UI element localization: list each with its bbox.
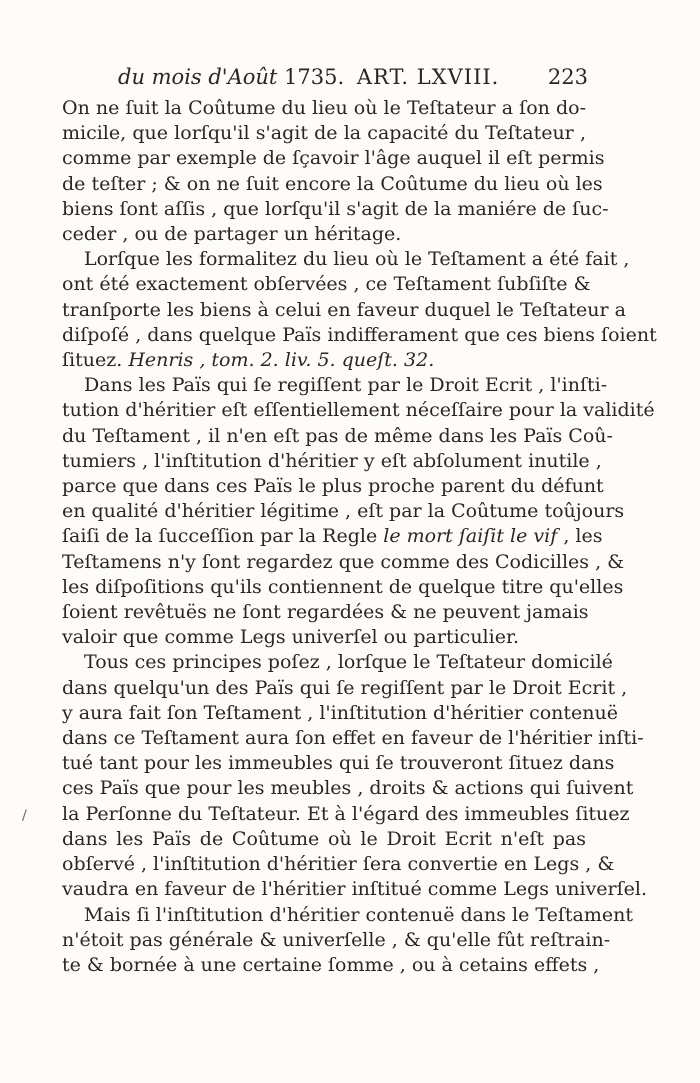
text-line: te & bornée à une certaine ſomme , ou à cetains effets , [62, 953, 600, 976]
text-line [62, 524, 603, 549]
text-line: micile, que lorſqu'il s'agit de la capacité du Teſtateur , [62, 122, 586, 145]
maxim: le mort ſaiſit le vif [383, 525, 558, 548]
running-header [118, 62, 588, 92]
text-fragment: ſituez. [62, 349, 123, 372]
text-line: tumiers , l'inſtitution d'héritier y eſt abſolument inutile , [62, 449, 602, 472]
body-text [62, 96, 657, 978]
text-line: tué tant pour les immeubles qui ſe trouveront ſituez dans [62, 752, 615, 775]
text-line: ceder , ou de partager un héritage. [62, 223, 402, 246]
text-line: tution d'héritier eſt eſſentiellement néceſſaire pour la validité [62, 399, 655, 422]
running-title: du mois d'Août [118, 65, 278, 89]
text-line: ont été exactement obſervées , ce Teſtament ſubſiſte & [62, 273, 591, 296]
text-line: y aura fait ſon Teſtament , l'inſtitution d'héritier contenuë [62, 701, 619, 724]
text-line: la Perſonne du Teſtateur. Et à l'égard des immeubles ſituez [62, 802, 630, 825]
text-line: vaudra en faveur de l'héritier inſtitué comme Legs univerſel. [62, 878, 648, 901]
header-article: ART. LXVIII. [356, 65, 500, 89]
paragraph-5 [62, 903, 633, 979]
text-line: dans quelqu'un des Païs qui ſe regiſſent par le Droit Ecrit , [62, 676, 628, 699]
text-line: dans ce Teſtament aura ſon effet en faveur de l'héritier inſti- [62, 727, 644, 750]
text-line: Lorſque les formalitez du lieu où le Teſtament a été fait , [84, 248, 630, 271]
margin-mark: / [22, 808, 27, 824]
text-line: dans les Païs de Coûtume où le Droit Ecrit n'eſt pas [62, 827, 586, 850]
text-line: On ne ſuit la Coûtume du lieu où le Teſtateur a ſon do- [62, 97, 586, 119]
text-line: biens ſont aſſis , que lorſqu'il s'agit de la maniére de ſuc- [62, 197, 609, 220]
text-fragment: , les [563, 525, 603, 548]
text-line: parce que dans ces Païs le plus proche parent du défunt [62, 475, 604, 498]
paragraph-3 [62, 373, 655, 650]
text-line: les diſpoſitions qu'ils contiennent de quelque titre qu'elles [62, 575, 624, 598]
paragraph-2 [62, 247, 657, 373]
paragraph-4 [62, 650, 648, 902]
text-line: ces Païs que pour les meubles , droits & actions qui ſuivent [62, 777, 634, 800]
header-year: 1735. [284, 65, 345, 89]
text-line: n'étoit pas générale & univerſelle , & qu'elle fût reſtrain- [62, 928, 611, 951]
text-line: tranſporte les biens à celui en faveur duquel le Teſtateur a [62, 298, 626, 321]
text-line: Tous ces principes poſez , lorſque le Teſtateur domicilé [84, 651, 613, 674]
text-line: obſervé , l'inſtitution d'héritier ſera convertie en Legs , & [62, 853, 615, 876]
text-line: ſoient revêtuës ne ſont regardées & ne peuvent jamais [62, 601, 589, 624]
text-line: du Teſtament , il n'en eſt pas de même dans les Païs Coû- [62, 424, 613, 447]
text-line: Mais ſi l'inſtitution d'héritier contenuë dans le Teſtament [84, 903, 633, 926]
text-line: valoir que comme Legs univerſel ou particulier. [62, 626, 519, 649]
text-fragment: ſaiſi de la ſucceſſion par la Regle [62, 525, 378, 548]
text-line: Dans les Païs qui ſe regiſſent par le Droit Ecrit , l'inſti- [84, 374, 608, 397]
text-line: en qualité d'héritier légitime , eſt par la Coûtume toûjours [62, 500, 625, 523]
text-line: comme par exemple de ſçavoir l'âge auquel il eſt permis [62, 147, 605, 170]
paragraph-1 [62, 96, 609, 247]
citation: Henris , tom. 2. liv. 5. queſt. 32. [128, 349, 435, 372]
text-line [62, 348, 586, 373]
text-line: Teſtamens n'y ſont regardez que comme des Codicilles , & [62, 550, 625, 573]
text-line: diſpoſé , dans quelque Païs indifferament que ces biens ſoient [62, 323, 657, 346]
page-number: 223 [547, 65, 588, 89]
text-line: de teſter ; & on ne ſuit encore la Coûtume du lieu où les [62, 172, 603, 195]
